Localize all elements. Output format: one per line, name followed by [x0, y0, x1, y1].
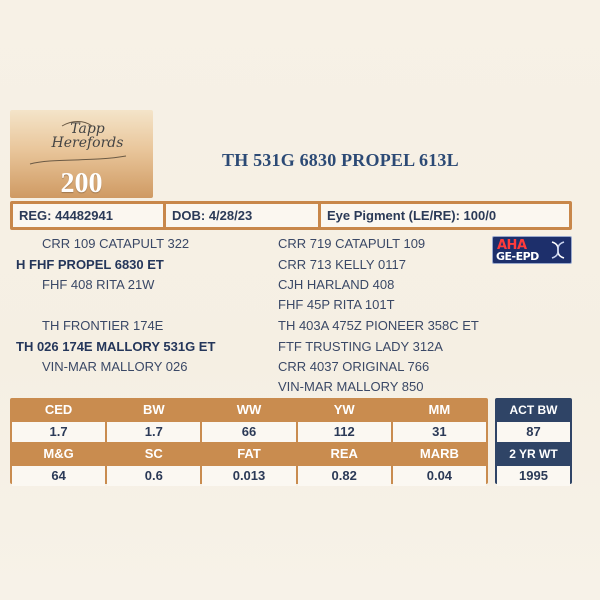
epd-header-bw: BW	[107, 400, 200, 420]
actual-bw-header: ACT BW	[497, 400, 570, 420]
epd-value-mm: 31	[393, 422, 486, 442]
pedigree-sire: H FHF PROPEL 6830 ET	[16, 257, 164, 272]
ge-epd-label: GE-EPD	[496, 250, 539, 263]
epd-value-fat: 0.013	[202, 466, 295, 486]
logo-line-2: Herefords	[51, 135, 124, 151]
pedigree-ancestor-3: CJH HARLAND 408	[278, 277, 395, 292]
epd-value-ced: 1.7	[12, 422, 105, 442]
pedigree-sire-dam: FHF 408 RITA 21W	[42, 277, 155, 292]
epd-value-marb: 0.04	[393, 466, 486, 486]
epd-value-ww: 66	[202, 422, 295, 442]
actual-bw-value: 87	[497, 422, 570, 442]
aha-label: AHA	[497, 238, 527, 253]
pedigree-sire-sire: CRR 109 CATAPULT 322	[42, 236, 190, 251]
pedigree-ancestor-2: CRR 713 KELLY 0117	[278, 257, 406, 272]
epd-header-mm: MM	[393, 400, 486, 420]
registration-number: REG: 44482941	[13, 204, 163, 227]
epd-header-ced: CED	[12, 400, 105, 420]
actuals-table	[495, 398, 572, 484]
aha-ge-epd-badge	[492, 236, 572, 264]
epd-header-rea: REA	[298, 444, 391, 464]
epd-header-yw: YW	[298, 400, 391, 420]
two-year-weight-header: 2 YR WT	[497, 444, 570, 464]
pedigree-dam-sire: TH FRONTIER 174E	[42, 318, 164, 333]
pedigree-ancestor-1: CRR 719 CATAPULT 109	[278, 236, 426, 251]
logo-line-1: Tapp	[70, 121, 105, 137]
pedigree-ancestor-6: FTF TRUSTING LADY 312A	[278, 339, 443, 354]
pedigree-dam-dam: VIN-MAR MALLORY 026	[42, 359, 188, 374]
epd-value-rea: 0.82	[298, 466, 391, 486]
pedigree-ancestor-7: CRR 4037 ORIGINAL 766	[278, 359, 430, 374]
pedigree-ancestor-5: TH 403A 475Z PIONEER 358C ET	[278, 318, 479, 333]
epd-header-sc: SC	[107, 444, 200, 464]
epd-value-yw: 112	[298, 422, 391, 442]
epd-header-fat: FAT	[202, 444, 295, 464]
dna-icon	[548, 240, 568, 260]
pedigree-ancestor-8: VIN-MAR MALLORY 850	[278, 379, 424, 394]
epd-value-sc: 0.6	[107, 466, 200, 486]
date-of-birth: DOB: 4/28/23	[166, 204, 318, 227]
registration-bar	[10, 201, 572, 230]
epd-header-mg: M&G	[12, 444, 105, 464]
eye-pigment: Eye Pigment (LE/RE): 100/0	[321, 204, 569, 227]
animal-name: TH 531G 6830 PROPEL 613L	[222, 150, 459, 170]
pedigree-ancestor-4: FHF 45P RITA 101T	[278, 297, 395, 312]
logo-text	[40, 122, 135, 150]
epd-value-bw: 1.7	[107, 422, 200, 442]
lot-number: 200	[60, 168, 103, 199]
epd-table	[10, 398, 488, 484]
epd-value-mg: 64	[12, 466, 105, 486]
two-year-weight-value: 1995	[497, 466, 570, 486]
epd-header-ww: WW	[202, 400, 295, 420]
pedigree-dam: TH 026 174E MALLORY 531G ET	[16, 339, 216, 354]
epd-header-marb: MARB	[393, 444, 486, 464]
